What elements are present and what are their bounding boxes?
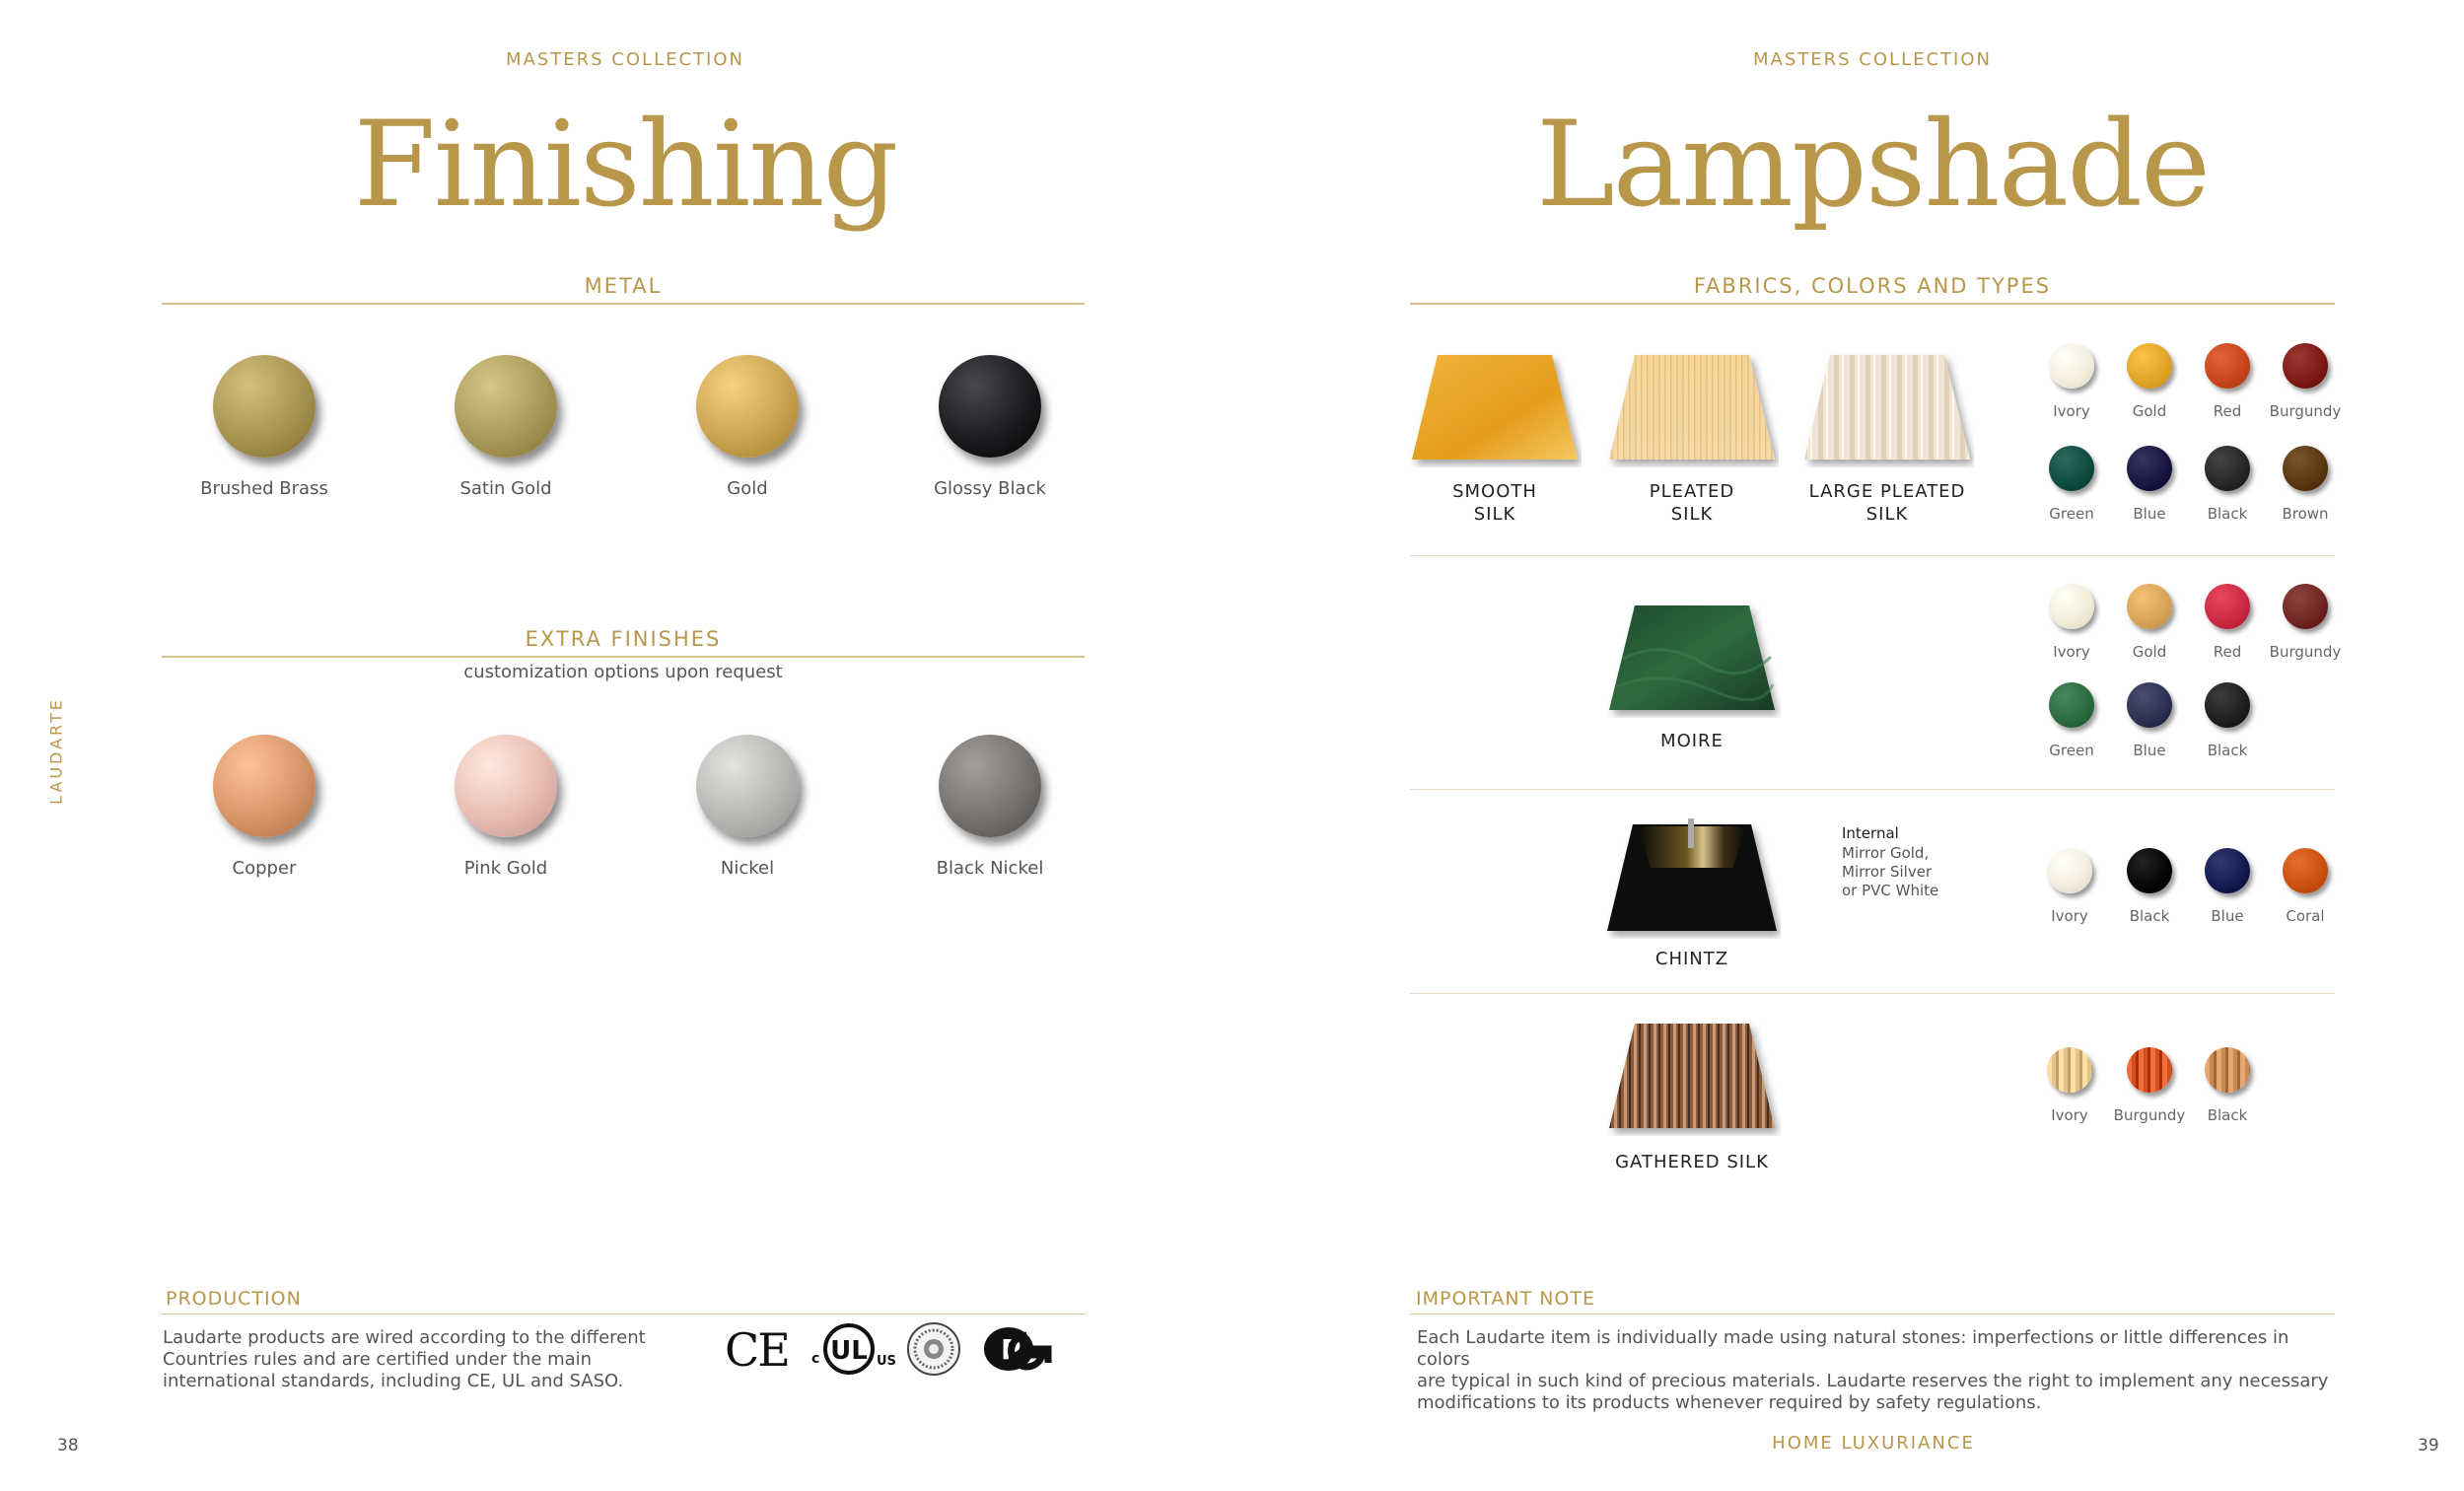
moire-color-label: Burgundy [2269, 643, 2342, 661]
certification-logos [725, 1319, 1085, 1379]
side-brand-label: LAUDARTE [46, 697, 66, 805]
chintz-internal-line-1: Mirror Gold, [1842, 844, 1930, 862]
gathered-color-label: Black [2207, 1106, 2248, 1124]
chintz-label: CHINTZ [1654, 949, 1729, 969]
chintz-color-dot [2127, 848, 2172, 893]
moire-color-dot [2127, 682, 2172, 728]
silk-type-line-2: SILK [1866, 504, 1909, 525]
extra-finish-label: Pink Gold [463, 858, 548, 879]
left-page-title: Finishing [353, 97, 897, 234]
moire-color-label: Blue [2133, 742, 2166, 759]
gathered-silk-shade-image [1603, 1018, 1781, 1136]
production-text [163, 1327, 715, 1392]
chintz-color-label: Blue [2211, 907, 2244, 925]
ul-mark-icon [802, 1321, 896, 1377]
chintz-color-label: Black [2129, 907, 2170, 925]
right-page-title: Lampshade [1535, 97, 2210, 234]
saso-mark-icon [904, 1319, 963, 1379]
silk-color-dot [2127, 343, 2172, 389]
moire-color-label: Ivory [2053, 643, 2090, 661]
fabrics-rule [1410, 303, 2335, 305]
gathered-color-dot [2047, 1047, 2092, 1093]
silk-type-line-1: SMOOTH [1452, 481, 1537, 502]
chintz-color-dot [2283, 848, 2328, 893]
note-line-2: are typical in such kind of precious materials. Laudarte reserves the right to implement any necessary [1417, 1371, 2329, 1391]
gathered-silk-label: GATHERED SILK [1615, 1152, 1769, 1172]
extra-finish-label: Nickel [720, 858, 775, 879]
extra-finish-swatch [939, 735, 1041, 837]
chintz-color-label: Coral [2286, 907, 2325, 925]
extra-finishes-heading: EXTRA FINISHES [525, 627, 722, 651]
silk-color-dot [2049, 446, 2094, 491]
metal-finish-label: Gold [727, 478, 768, 499]
moire-color-label: Red [2213, 643, 2242, 661]
note-line-3: modifications to its products whenever required by safety regulations. [1417, 1392, 2042, 1413]
metal-finish-swatch [213, 355, 316, 458]
right-kicker: MASTERS COLLECTION [1753, 49, 1992, 70]
silk-type-label [1584, 480, 1800, 526]
footer-brand: HOME LUXURIANCE [1772, 1433, 1975, 1454]
silk-type-line-2: SILK [1670, 504, 1714, 525]
silk-color-label: Green [2049, 505, 2094, 523]
divider-2 [1410, 789, 2335, 790]
metal-finish-swatch [939, 355, 1041, 458]
divider-3 [1410, 993, 2335, 994]
silk-color-label: Brown [2282, 505, 2329, 523]
silk-type-label [1779, 480, 1996, 526]
chintz-internal-line-2: Mirror Silver [1842, 863, 1933, 881]
extra-finishes-subtitle: customization options upon request [463, 662, 783, 682]
silk-color-dot [2205, 446, 2250, 491]
silk-type-line-1: LARGE PLEATED [1808, 481, 1966, 502]
svg-text:UL: UL [830, 1336, 868, 1366]
important-note-text [1417, 1327, 2344, 1414]
moire-color-label: Black [2207, 742, 2248, 759]
gathered-color-dot [2127, 1047, 2172, 1093]
chintz-color-dot [2205, 848, 2250, 893]
chintz-color-dot [2047, 848, 2092, 893]
moire-label: MOIRE [1660, 731, 1724, 751]
silk-color-label: Gold [2132, 402, 2167, 420]
production-line-1: Laudarte products are wired according to the different [163, 1327, 646, 1348]
metal-finish-swatch [455, 355, 557, 458]
moire-color-dot [2049, 584, 2094, 629]
gathered-color-label: Ivory [2051, 1106, 2088, 1124]
production-line-2: Countries rules and are certified under the main [163, 1349, 593, 1370]
large-pleated-silk-shade-image [1800, 349, 1974, 467]
chintz-color-label: Ivory [2051, 907, 2088, 925]
gathered-color-dot [2205, 1047, 2250, 1093]
moire-shade-image [1603, 600, 1781, 718]
pct-mark-icon [983, 1323, 1052, 1375]
chintz-internal-options [1842, 844, 1938, 900]
svg-text:P: P [1001, 1333, 1021, 1366]
svg-text:US: US [877, 1354, 896, 1369]
extra-finish-label: Copper [232, 858, 297, 879]
ce-mark-icon: CE [725, 1323, 789, 1377]
silk-color-label: Black [2207, 505, 2248, 523]
important-note-heading: IMPORTANT NOTE [1416, 1288, 1595, 1310]
production-line-3: international standards, including CE, UL and SASO. [163, 1371, 624, 1391]
chintz-internal-line-3: or PVC White [1842, 882, 1939, 899]
extra-finishes-rule [162, 656, 1085, 658]
moire-color-label: Green [2049, 742, 2094, 759]
silk-color-dot [2049, 343, 2094, 389]
pleated-silk-shade-image [1605, 349, 1779, 467]
metal-finish-label: Brushed Brass [200, 478, 328, 499]
chintz-internal-title: Internal [1842, 824, 1899, 842]
moire-color-label: Gold [2132, 643, 2167, 661]
silk-type-label [1386, 480, 1603, 526]
silk-color-dot [2205, 343, 2250, 389]
production-heading: PRODUCTION [166, 1288, 302, 1310]
moire-color-dot [2205, 584, 2250, 629]
silk-type-line-1: PLEATED [1649, 481, 1735, 502]
moire-color-dot [2049, 682, 2094, 728]
moire-color-dot [2205, 682, 2250, 728]
metal-heading: METAL [584, 274, 663, 298]
divider-1 [1410, 555, 2335, 556]
note-line-1: Each Laudarte item is individually made using natural stones: imperfections or little differences in colors [1417, 1327, 2289, 1370]
metal-rule [162, 303, 1085, 305]
right-page-number: 39 [2418, 1436, 2439, 1456]
extra-finish-label: Black Nickel [936, 858, 1044, 879]
metal-finish-label: Glossy Black [934, 478, 1046, 499]
silk-color-label: Burgundy [2269, 402, 2342, 420]
left-kicker: MASTERS COLLECTION [506, 49, 744, 70]
silk-color-label: Ivory [2053, 402, 2090, 420]
silk-color-dot [2127, 446, 2172, 491]
smooth-silk-shade-image [1408, 349, 1582, 467]
chintz-shade-image [1603, 818, 1781, 939]
silk-color-dot [2283, 343, 2328, 389]
moire-color-dot [2283, 584, 2328, 629]
metal-finish-label: Satin Gold [459, 478, 552, 499]
extra-finish-swatch [696, 735, 799, 837]
svg-text:c: c [811, 1351, 820, 1367]
silk-color-dot [2283, 446, 2328, 491]
silk-color-label: Blue [2133, 505, 2166, 523]
extra-finish-swatch [213, 735, 316, 837]
silk-color-label: Red [2213, 402, 2242, 420]
extra-finish-swatch [455, 735, 557, 837]
silk-type-line-2: SILK [1473, 504, 1516, 525]
moire-color-dot [2127, 584, 2172, 629]
fabrics-heading: FABRICS, COLORS AND TYPES [1693, 274, 2052, 298]
metal-finish-swatch [696, 355, 799, 458]
gathered-color-label: Burgundy [2113, 1106, 2186, 1124]
left-page-number: 38 [57, 1436, 79, 1456]
